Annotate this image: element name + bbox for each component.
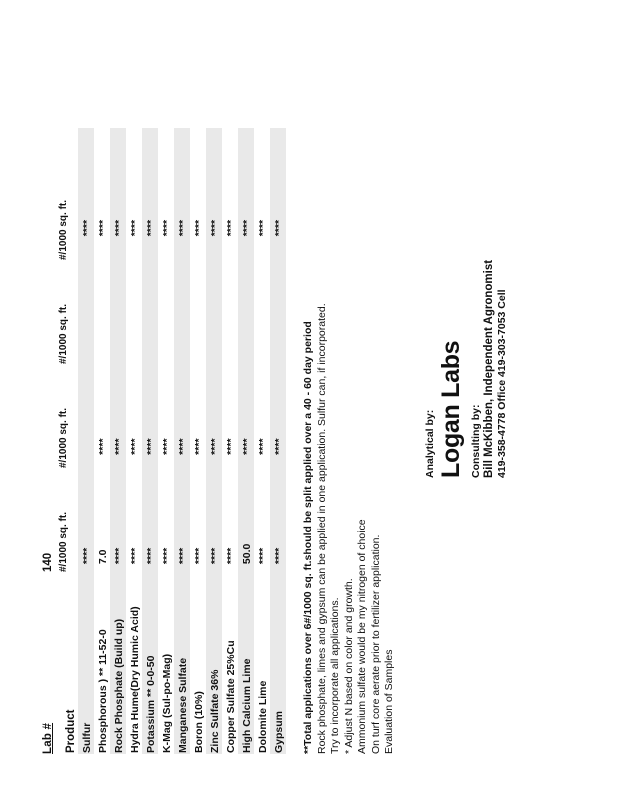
product-value-4: **** xyxy=(206,128,222,237)
agronomist-name: Bill McKibben, Independent Agronomist xyxy=(483,259,495,478)
product-value-2: **** xyxy=(224,438,237,455)
product-value-4: **** xyxy=(270,128,286,237)
product-value-4: **** xyxy=(224,219,237,237)
product-value-2: **** xyxy=(174,347,190,456)
note-line: Ammonium sulfate would be my nitrogen of choice xyxy=(356,519,368,754)
table-row xyxy=(254,128,270,754)
product-name: Potassium ** 0-0-50 xyxy=(142,565,158,754)
product-value-3 xyxy=(94,237,110,346)
table-row xyxy=(222,128,238,754)
product-value-1: **** xyxy=(160,547,173,565)
product-value-3 xyxy=(174,237,190,346)
table-row xyxy=(78,128,94,754)
product-value-4: **** xyxy=(256,219,269,237)
table-row xyxy=(206,128,222,754)
product-value-3 xyxy=(126,237,142,346)
product-value-1: **** xyxy=(110,456,126,565)
product-name: Gypsum xyxy=(270,565,286,754)
header-spacer-4 xyxy=(62,128,78,237)
product-value-2: **** xyxy=(192,438,205,455)
lab-header xyxy=(42,46,69,754)
product-value-3 xyxy=(78,237,94,346)
column-header-4: #/1000 sq. ft. xyxy=(58,199,69,260)
lab-name: Logan Labs xyxy=(437,340,465,478)
product-value-2: **** xyxy=(256,438,269,455)
header-spacer-2 xyxy=(62,347,78,456)
table-row xyxy=(190,128,206,754)
product-value-2: **** xyxy=(96,438,109,455)
product-value-2: **** xyxy=(110,347,126,456)
note-line: **Total applications over 6#/1000 sq. ft.should be split applied over a 40 - 60 day period xyxy=(302,321,314,754)
lab-number-row xyxy=(42,142,54,572)
product-name: Sulfur xyxy=(78,565,94,754)
product-name: Hydra Hume(Dry Humic Acid) xyxy=(128,606,141,753)
table-row xyxy=(270,128,286,754)
lab-number-label: Lab # xyxy=(42,722,54,754)
product-value-2 xyxy=(78,347,94,456)
product-value-3 xyxy=(110,237,126,346)
product-value-3 xyxy=(238,237,254,346)
product-value-1: **** xyxy=(270,456,286,565)
note-line: Try to incorporate all applications. xyxy=(329,597,341,754)
product-value-4: **** xyxy=(238,128,254,237)
table-header-row xyxy=(62,128,78,754)
lab-number-2 xyxy=(42,364,54,468)
header-spacer-1 xyxy=(62,456,78,565)
product-value-4: **** xyxy=(142,128,158,237)
product-value-1: **** xyxy=(174,456,190,565)
product-column-header: Product xyxy=(64,709,77,753)
product-name: Zinc Sulfate 36% xyxy=(206,565,222,754)
product-value-3 xyxy=(222,237,238,346)
product-value-2: **** xyxy=(142,347,158,456)
product-value-4: **** xyxy=(174,128,190,237)
product-value-4: **** xyxy=(110,128,126,237)
column-header-2: #/1000 sq. ft. xyxy=(58,407,69,468)
product-name: Dolomite Lime xyxy=(256,680,269,753)
product-value-2: **** xyxy=(128,438,141,455)
lab-number-4 xyxy=(42,156,54,260)
consulting-by-label: Consulting by: xyxy=(470,404,482,478)
product-name: Phosphorous ) ** 11-52-0 xyxy=(96,629,109,753)
product-value-1: **** xyxy=(224,547,237,565)
product-value-1: **** xyxy=(142,456,158,565)
product-value-3 xyxy=(254,237,270,346)
header-spacer-3 xyxy=(62,237,78,346)
column-header-1: #/1000 sq. ft. xyxy=(58,511,69,572)
lab-number-3 xyxy=(42,260,54,364)
note-line: Evaluation of Samples xyxy=(383,649,395,754)
table-row xyxy=(94,128,110,754)
product-value-1: **** xyxy=(78,456,94,565)
table-row xyxy=(238,128,254,754)
product-value-1: **** xyxy=(192,547,205,565)
product-value-4: **** xyxy=(78,128,94,237)
product-value-4: **** xyxy=(128,219,141,237)
product-value-2: **** xyxy=(206,347,222,456)
note-line: * Adjust N based on color and growth. xyxy=(342,578,355,754)
table-row xyxy=(174,128,190,754)
notes-block xyxy=(302,114,397,754)
product-value-1: 50.0 xyxy=(238,456,254,565)
product-value-2: **** xyxy=(160,438,173,455)
product-name: High Calcium Lime xyxy=(238,565,254,754)
product-name: Manganese Sulfate xyxy=(174,565,190,754)
product-name: Rock Phosphate (Build up) xyxy=(110,565,126,754)
product-value-3 xyxy=(190,237,206,346)
scanned-page xyxy=(14,20,604,780)
product-value-1: 7.0 xyxy=(96,549,109,565)
document-body xyxy=(32,46,586,754)
note-line: Rock phosphate, limes and gypsum can be applied in one application. Sulfur can, if incorporated. xyxy=(315,303,328,754)
product-name: Boron (10%) xyxy=(192,691,205,753)
contact-phones: 419-358-4778 Office 419-303-7053 Cell xyxy=(496,289,508,478)
product-value-3 xyxy=(142,237,158,346)
table-row xyxy=(110,128,126,754)
lab-number-1: 140 xyxy=(42,552,54,572)
signature-block xyxy=(424,138,508,478)
product-value-4: **** xyxy=(96,219,109,237)
product-value-3 xyxy=(206,237,222,346)
product-value-3 xyxy=(270,237,286,346)
table-row xyxy=(158,128,174,754)
analytical-by-label: Analytical by: xyxy=(424,409,436,478)
product-value-2: **** xyxy=(238,347,254,456)
table-row xyxy=(142,128,158,754)
product-table xyxy=(62,128,286,754)
product-value-4: **** xyxy=(160,219,173,237)
note-line: On turf core aerate prior to fertilizer application. xyxy=(369,534,382,754)
product-value-1: **** xyxy=(256,547,269,565)
table-row xyxy=(126,128,142,754)
product-value-3 xyxy=(158,237,174,346)
column-header-3: #/1000 sq. ft. xyxy=(58,303,69,364)
product-value-4: **** xyxy=(192,219,205,237)
product-value-1: **** xyxy=(128,547,141,565)
product-name: Copper Sulfate 25%Cu xyxy=(224,640,237,753)
product-value-2: **** xyxy=(270,347,286,456)
product-name: K-Mag (Sul-po-Mag) xyxy=(160,653,173,753)
product-value-1: **** xyxy=(206,456,222,565)
